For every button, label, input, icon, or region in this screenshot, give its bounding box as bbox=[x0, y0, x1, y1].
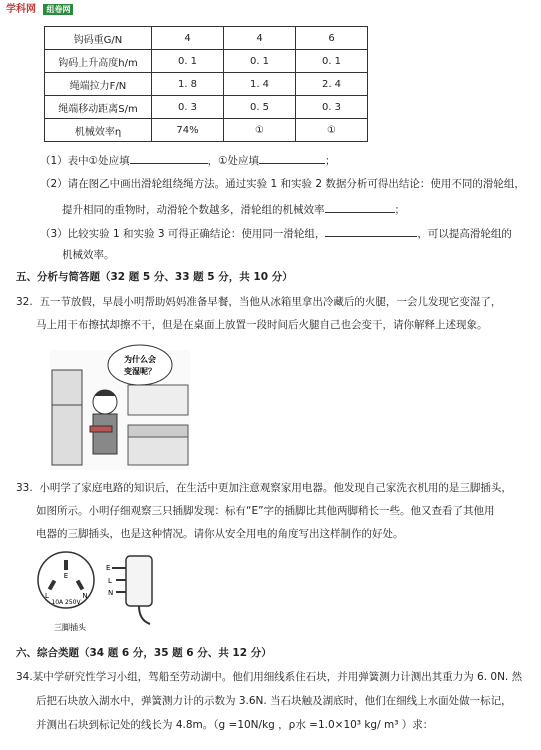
section-6-title: 六、综合类题（34 题 6 分，35 题 6 分、共 12 分） bbox=[16, 647, 272, 659]
sub1-text-b: ，①处应填 bbox=[207, 155, 260, 167]
sub-question-1 bbox=[40, 152, 336, 168]
q33-line1 bbox=[16, 481, 512, 495]
site-logo bbox=[6, 0, 73, 15]
ham bbox=[90, 426, 112, 432]
sub2-end: ； bbox=[394, 204, 405, 216]
sub-question-3-line1 bbox=[40, 225, 512, 241]
blank-2[interactable] bbox=[259, 152, 325, 164]
blank-3[interactable] bbox=[325, 201, 395, 213]
boy-fridge-illustration bbox=[50, 330, 190, 470]
table-row bbox=[45, 96, 368, 119]
pin-l-label: L bbox=[45, 592, 49, 600]
table-cell: 0. 3 bbox=[152, 96, 224, 119]
table-cell: 4 bbox=[152, 27, 224, 50]
pin-e-label: E bbox=[63, 572, 69, 580]
row-label: 绳端移动距离S/m bbox=[45, 96, 152, 119]
table-cell: ① bbox=[296, 119, 368, 142]
kitchen-cabinet bbox=[128, 385, 188, 415]
row-label: 钩码重G/N bbox=[45, 27, 152, 50]
sub1-text-a: （1）表中①处应填 bbox=[40, 155, 130, 167]
side-n-label: N bbox=[108, 589, 114, 597]
side-l-label: L bbox=[108, 577, 112, 585]
logo-badge: 组卷网 bbox=[43, 4, 73, 15]
q34-text1: 某中学研究性学习小组，驾船至劳动湖中。他们用细线系住石块，并用弹簧测力计测出其重力为 6. 0N. 然 bbox=[32, 671, 523, 683]
q33-line3: 电器的三脚插头，也是这种情况。请你从安全用电的角度写出这样制作的好处。 bbox=[36, 528, 404, 540]
blank-1[interactable] bbox=[130, 152, 208, 164]
three-pin-plug-illustration bbox=[34, 548, 190, 638]
row-label: 钩码上升高度h/m bbox=[45, 50, 152, 73]
q34-number: 34. bbox=[16, 671, 33, 683]
table-cell: 0. 1 bbox=[224, 50, 296, 73]
table-cell: 6 bbox=[296, 27, 368, 50]
row-label: 机械效率η bbox=[45, 119, 152, 142]
side-e-label: E bbox=[106, 564, 111, 572]
sub3-text-a: （3）比较实验 1 和实验 3 可得正确结论：使用同一滑轮组， bbox=[40, 228, 326, 240]
table-row bbox=[45, 27, 368, 50]
logo-text: 学科网 bbox=[6, 4, 36, 15]
q32-text1: 五一节放假，早晨小明帮助妈妈准备早餐，当他从冰箱里拿出冷藏后的火腿，一会儿发现它变湿了， bbox=[39, 296, 502, 308]
plug-rating: 10A 250V bbox=[51, 599, 81, 606]
q32-line1 bbox=[16, 295, 501, 309]
table-cell: 0. 5 bbox=[224, 96, 296, 119]
bubble-line1: 为什么会 bbox=[124, 355, 156, 364]
fridge bbox=[52, 370, 82, 465]
q33-text1: 小明学了家庭电路的知识后，在生活中更加注意观察家用电器。他发现自己家洗衣机用的是三脚插头， bbox=[39, 482, 512, 494]
table-cell: 1. 8 bbox=[152, 73, 224, 96]
q32-line2: 马上用干布擦拭却擦不干，但是在桌面上放置一段时间后火腿自己也会变干，请你解释上述现象。 bbox=[36, 319, 488, 331]
q34-line3: 并测出石块到标记处的线长为 4.8m。（g =10N/kg ，ρ水 =1.0×10³ kg/ m³ ）求： bbox=[36, 719, 434, 731]
table-cell: ① bbox=[224, 119, 296, 142]
sub-question-2-line2 bbox=[62, 201, 405, 217]
q34-line1 bbox=[16, 670, 522, 684]
q32-number: 32. bbox=[16, 296, 33, 308]
table-cell: 2. 4 bbox=[296, 73, 368, 96]
sub2-text: 提升相同的重物时，动滑轮个数越多，滑轮组的机械效率 bbox=[62, 204, 325, 216]
q34-line2: 后把石块放入湖水中，弹簧测力计的示数为 3.6N. 当石块触及湖底时，他们在细线上水面处做一标记， bbox=[36, 695, 512, 707]
plug-side-view bbox=[126, 556, 152, 606]
section-5-title: 五、分析与简答题（32 题 5 分、33 题 5 分，共 10 分） bbox=[16, 271, 293, 283]
table-cell: 1. 4 bbox=[224, 73, 296, 96]
q33-line2: 如图所示。小明仔细观察三只插脚发现：标有“E”字的插脚比其他两脚稍长一些。他又查看了其他用 bbox=[36, 505, 495, 517]
boy-body bbox=[93, 414, 117, 454]
sub-question-3-line2: 机械效率。 bbox=[62, 249, 115, 261]
row-label: 绳端拉力F/N bbox=[45, 73, 152, 96]
sub3-text-b: ，可以提高滑轮组的 bbox=[417, 228, 512, 240]
table-cell: 4 bbox=[224, 27, 296, 50]
table-row bbox=[45, 119, 368, 142]
pin-n-label: N bbox=[82, 592, 88, 600]
table-cell: 74% bbox=[152, 119, 224, 142]
blank-4[interactable] bbox=[325, 225, 417, 237]
speech-bubble bbox=[108, 345, 172, 385]
table-cell: 0. 1 bbox=[296, 50, 368, 73]
q33-number: 33. bbox=[16, 482, 33, 494]
sub1-text-c: ； bbox=[325, 155, 336, 167]
plug-caption: 三脚插头 bbox=[54, 623, 86, 632]
table-cell: 0. 3 bbox=[296, 96, 368, 119]
table-row bbox=[45, 50, 368, 73]
experiment-table bbox=[44, 26, 368, 142]
table-cell: 0. 1 bbox=[152, 50, 224, 73]
bubble-line2: 变湿呢？ bbox=[124, 367, 156, 376]
sub-question-2-line1: （2）请在图乙中画出滑轮组绕绳方法。通过实验 1 和实验 2 数据分析可得出结论：使用不同的滑轮组， bbox=[40, 178, 525, 190]
table-row bbox=[45, 73, 368, 96]
